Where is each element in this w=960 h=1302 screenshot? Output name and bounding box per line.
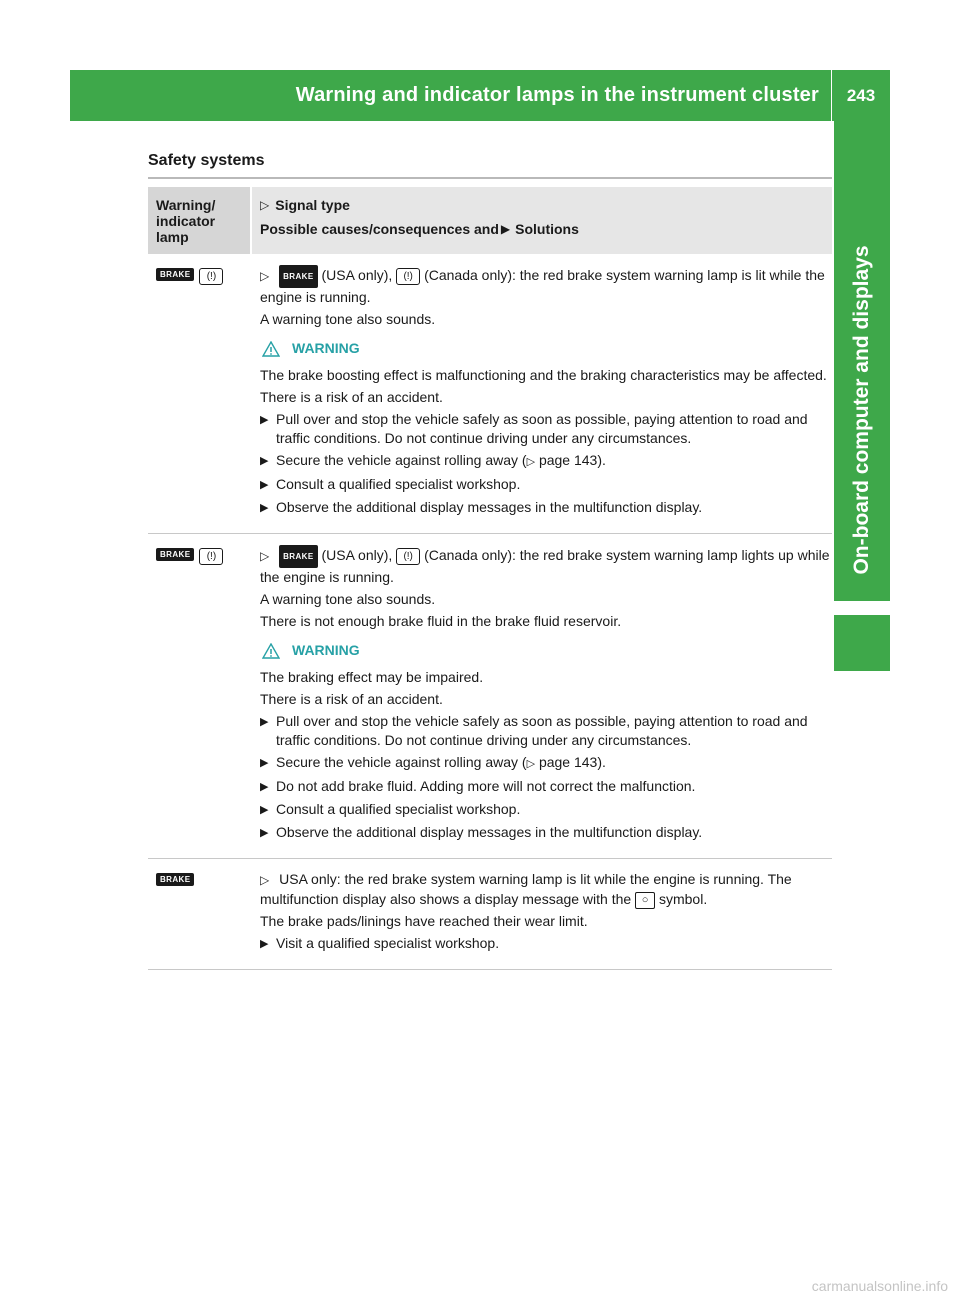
step-item — [260, 800, 832, 820]
section-title: Safety systems — [148, 152, 265, 169]
warning-lamp-table — [148, 187, 832, 970]
step-item — [260, 410, 832, 448]
warning-label: WARNING — [292, 642, 360, 658]
signal-triangle-icon: ▷ — [260, 269, 270, 284]
intro-text: USA only: the red brake system warning lamp is lit while the engine is running. — [279, 871, 764, 887]
signal-triangle-icon: ▷ — [260, 549, 270, 564]
info-line: There is not enough brake fluid in the brake fluid reservoir. — [260, 613, 622, 629]
lamp-cell — [148, 545, 250, 846]
description-cell — [250, 545, 832, 846]
signal-triangle-icon: ▷ — [260, 873, 270, 887]
info-line: A warning tone also sounds. — [260, 591, 436, 607]
warning-text: The braking effect may be impaired. — [260, 669, 484, 685]
table-row — [148, 859, 832, 970]
step-arrow-icon: ▶ — [260, 455, 269, 467]
step-item — [260, 777, 832, 797]
lamp-cell — [148, 265, 250, 521]
brake-lamp-icon: BRAKE — [156, 873, 194, 886]
step-item — [260, 498, 832, 518]
warning-text: There is a risk of an accident. — [260, 389, 443, 405]
header-title: Warning and indicator lamps in the instrument cluster — [295, 84, 819, 106]
title-rule — [148, 177, 832, 179]
step-arrow-icon: ▶ — [260, 938, 269, 950]
signal-triangle-icon: ▷ — [260, 198, 270, 212]
info-line: A warning tone also sounds. — [260, 311, 436, 327]
step-text: Observe the additional display messages in the multifunction display. — [276, 499, 703, 515]
step-text: Pull over and stop the vehicle safely as soon as possible, paying attention to road and traffic conditions. Do not continue driving under any circumstances. — [276, 411, 808, 446]
step-text-part: Secure the vehicle against rolling away ( — [276, 452, 527, 468]
step-item — [260, 934, 832, 954]
brake-warning-lamp-icon: (!) — [396, 268, 420, 285]
step-arrow-icon: ▶ — [260, 757, 269, 769]
brake-warning-lamp-icon: (!) — [396, 548, 420, 565]
solution-arrow-icon: ▶ — [500, 222, 511, 236]
side-tab-marker — [834, 615, 890, 671]
step-text: Pull over and stop the vehicle safely as soon as possible, paying attention to road and traffic conditions. Do not continue driving under any circumstances. — [276, 713, 808, 748]
side-tab-label: On-board computer and displays — [850, 245, 873, 575]
brake-lamp-icon: BRAKE — [156, 268, 194, 281]
brake-lamp-icon: BRAKE — [156, 548, 194, 561]
table-header — [148, 187, 832, 254]
table-row — [148, 254, 832, 534]
header-causes: Possible causes/consequences and — [260, 221, 499, 237]
step-arrow-icon: ▶ — [260, 804, 269, 816]
step-text: Consult a qualified specialist workshop. — [276, 801, 521, 817]
brake-lamp-icon: BRAKE — [279, 265, 317, 288]
page-ref-icon: ▷ — [526, 456, 536, 468]
step-text — [276, 753, 832, 774]
step-arrow-icon: ▶ — [260, 414, 269, 426]
warning-triangle-icon — [262, 341, 280, 357]
warning-text: There is a risk of an accident. — [260, 691, 443, 707]
step-arrow-icon: ▶ — [260, 827, 269, 839]
brake-warning-lamp-icon: (!) — [199, 548, 223, 565]
step-text: Observe the additional display messages in the multifunction display. — [276, 824, 703, 840]
page-reference[interactable]: page 143). — [538, 452, 606, 468]
intro-text: (USA only), — [321, 267, 393, 284]
warning-heading — [262, 641, 832, 660]
step-item — [260, 712, 832, 750]
step-text: Consult a qualified specialist workshop. — [276, 476, 521, 492]
header-lamp: Warning/ indicator lamp — [148, 187, 250, 254]
step-arrow-icon: ▶ — [260, 502, 269, 514]
step-arrow-icon: ▶ — [260, 781, 269, 793]
intro-text: (Canada only): the red brake system warning lamp is lit while the engine is running. — [260, 267, 825, 305]
page-reference[interactable]: page 143). — [538, 754, 606, 770]
intro-text: The multifunction display also shows a display message with the — [260, 871, 792, 907]
brake-pad-wear-icon: ○ — [635, 892, 655, 909]
info-line: The brake pads/linings have reached their wear limit. — [260, 913, 588, 929]
warning-label: WARNING — [292, 340, 360, 356]
description-cell — [250, 870, 832, 957]
warning-heading — [262, 339, 832, 358]
brake-warning-lamp-icon: (!) — [199, 268, 223, 285]
header-signal: Signal type — [275, 197, 350, 213]
table-row — [148, 534, 832, 859]
warning-text: The brake boosting effect is malfunctioning and the braking characteristics may be affected. — [260, 367, 827, 383]
step-item — [260, 753, 832, 774]
lamp-cell — [148, 870, 250, 957]
step-text — [276, 451, 832, 472]
brake-lamp-icon: BRAKE — [279, 545, 317, 568]
step-arrow-icon: ▶ — [260, 716, 269, 728]
header-main — [252, 187, 832, 254]
step-item — [260, 475, 832, 495]
header-solutions: Solutions — [515, 221, 579, 237]
description-cell — [250, 265, 832, 521]
step-item — [260, 451, 832, 472]
page-ref-icon: ▷ — [526, 758, 536, 770]
step-text-part: Secure the vehicle against rolling away ( — [276, 754, 527, 770]
intro-text: (USA only), — [321, 547, 393, 564]
step-arrow-icon: ▶ — [260, 479, 269, 491]
warning-triangle-icon — [262, 643, 280, 659]
step-item — [260, 823, 832, 843]
header-bar — [70, 70, 890, 121]
page-number: 243 — [846, 85, 876, 105]
step-text: Visit a qualified specialist workshop. — [276, 935, 500, 951]
intro-text: symbol. — [658, 891, 708, 907]
step-text: Do not add brake fluid. Adding more will not correct the malfunction. — [276, 778, 696, 794]
footer-url[interactable]: carmanualsonline.info — [811, 1278, 948, 1294]
intro-text: (Canada only): the red brake system warning lamp lights up while the engine is running. — [260, 547, 830, 585]
